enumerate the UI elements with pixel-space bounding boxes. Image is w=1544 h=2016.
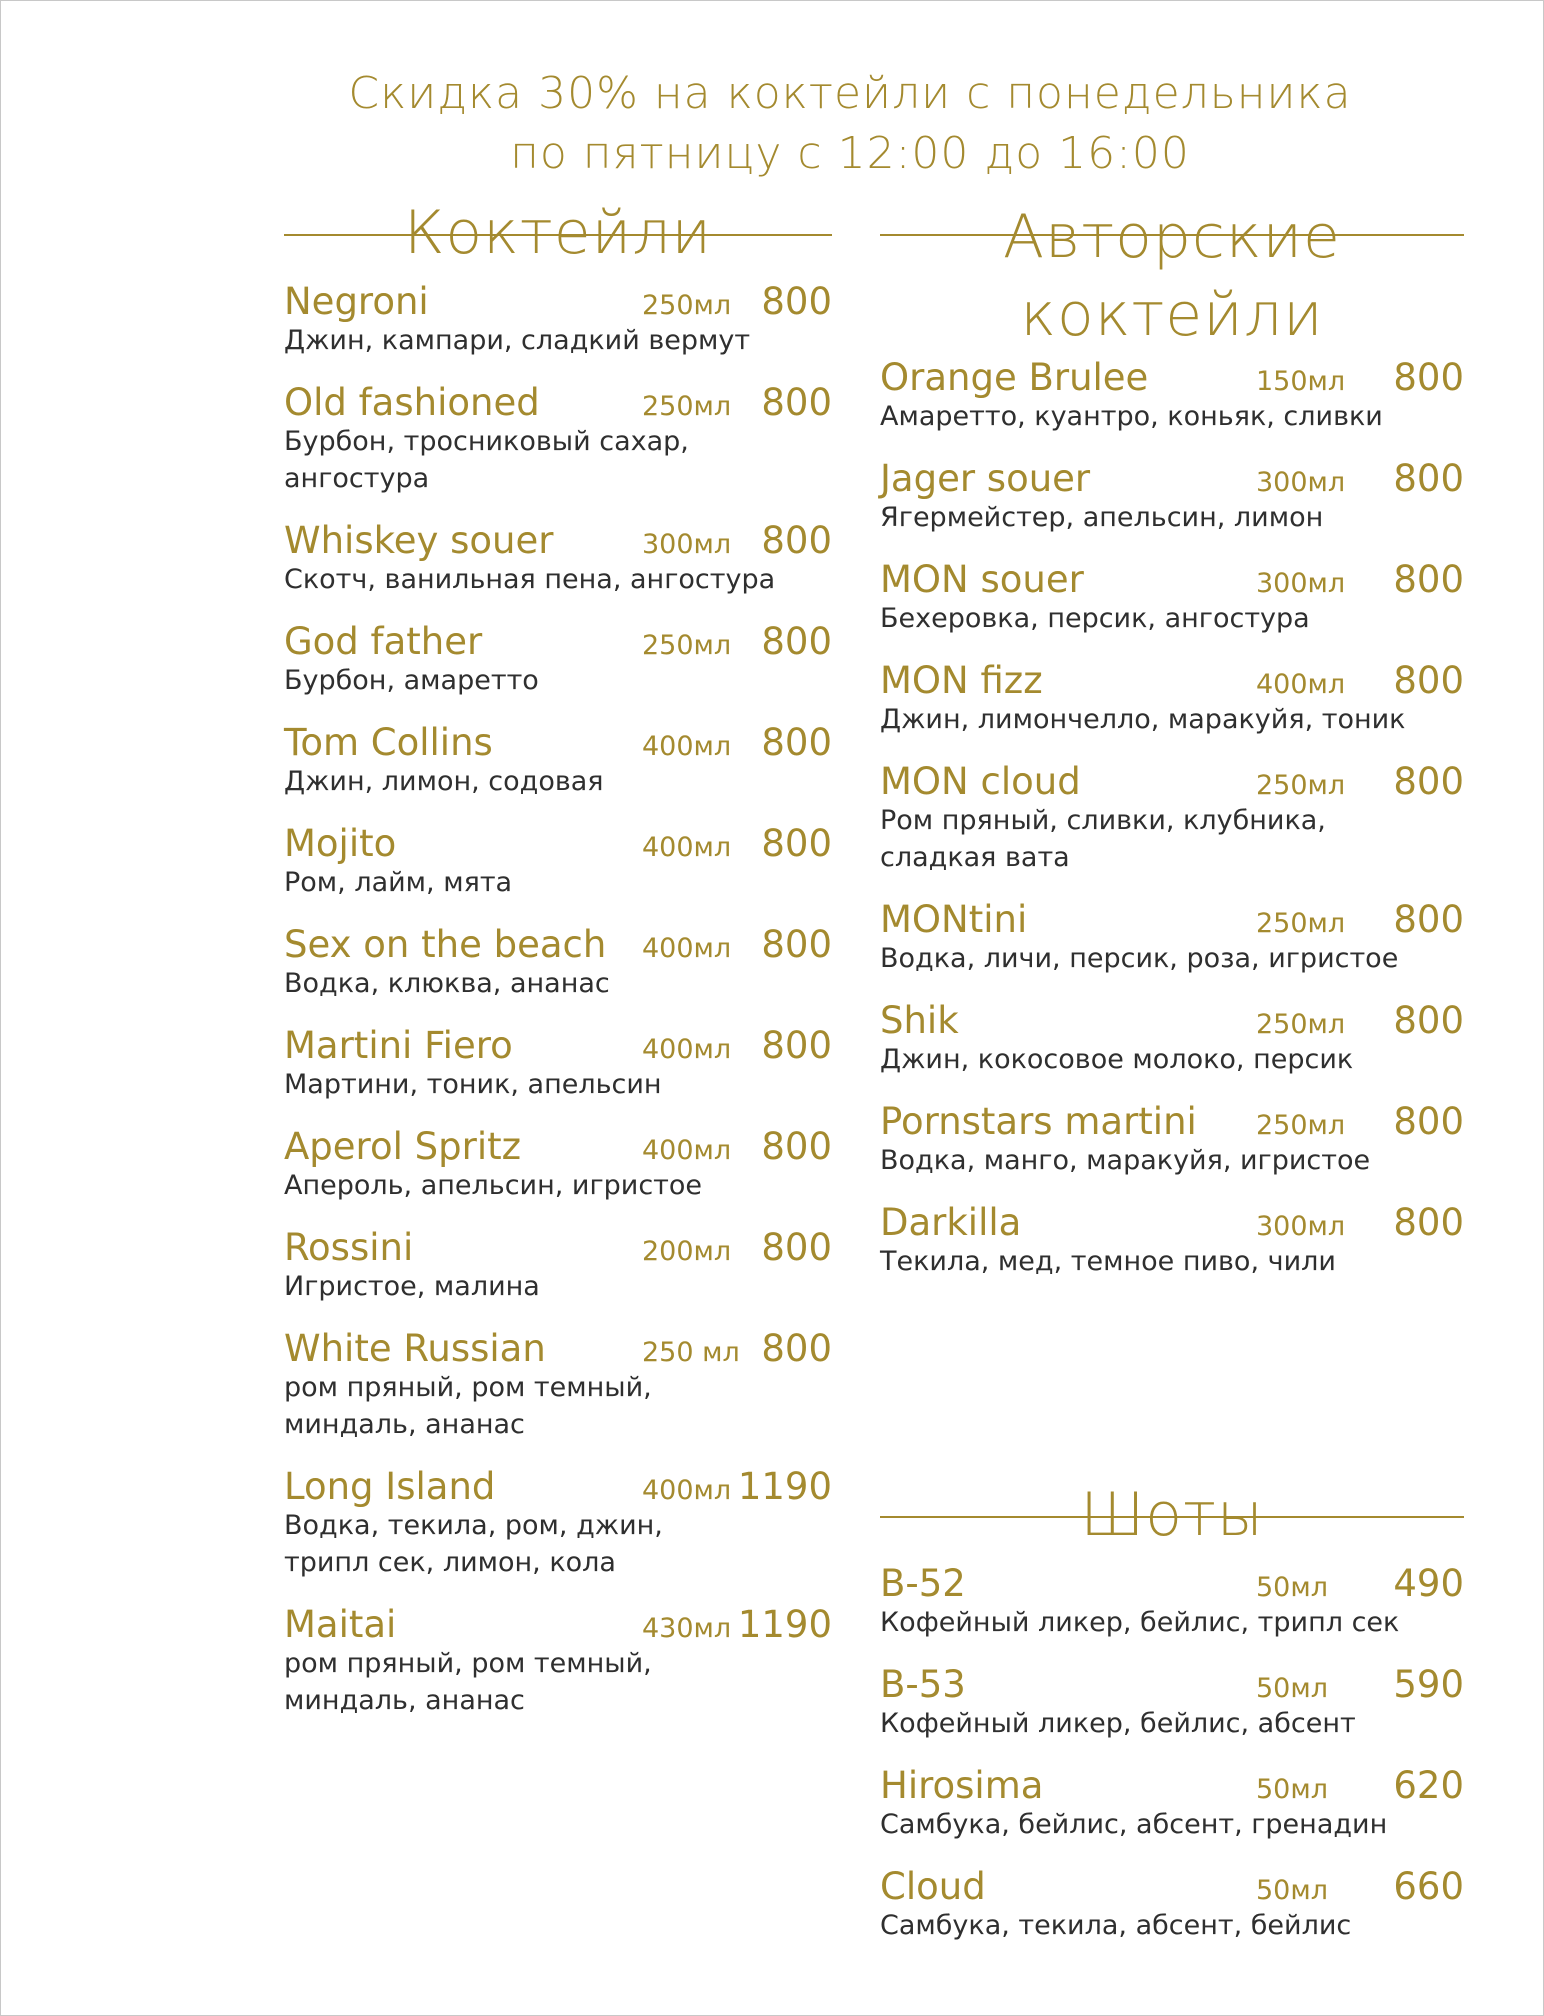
menu-item-volume: 300мл: [1256, 1211, 1346, 1242]
menu-item-price: 800: [761, 381, 832, 424]
menu-item: [284, 721, 832, 800]
menu-item-volume: 50мл: [1256, 1774, 1328, 1805]
menu-item-header: [284, 280, 832, 324]
menu-item-price: 800: [1393, 1100, 1464, 1143]
menu-item-header: [880, 558, 1464, 602]
menu-item-name: B-53: [880, 1663, 966, 1706]
menu-item-volume: 430мл: [642, 1613, 732, 1644]
menu-item-description-line: Джин, лимончелло, маракуйя, тоник: [880, 704, 1406, 735]
menu-item-description-line: Амаретто, куантро, коньяк, сливки: [880, 401, 1383, 432]
menu-item-volume: 50мл: [1256, 1572, 1328, 1603]
menu-item-header: [880, 1663, 1464, 1707]
menu-item-description-line: Бурбон, амаретто: [284, 665, 539, 696]
menu-item-description: [284, 1066, 832, 1103]
menu-item-volume: 400мл: [642, 832, 732, 863]
menu-item-header: [284, 1327, 832, 1371]
menu-item: [284, 1226, 832, 1305]
menu-item-header: [880, 760, 1464, 804]
menu-item: [284, 519, 832, 598]
menu-item: [284, 822, 832, 901]
menu-item-description-line: Бехеровка, персик, ангостура: [880, 603, 1310, 634]
menu-item-description: [880, 1604, 1464, 1641]
menu-item-header: [284, 1226, 832, 1270]
menu-item-name: Long Island: [284, 1465, 496, 1508]
menu-item-description-line: трипл сек, лимон, кола: [284, 1547, 616, 1578]
menu-item-volume: 250мл: [642, 290, 732, 321]
menu-item-volume: 250мл: [1256, 1110, 1346, 1141]
menu-item-header: [880, 1100, 1464, 1144]
menu-item-price: 660: [1393, 1865, 1464, 1908]
menu-item-volume: 300мл: [1256, 568, 1346, 599]
menu-item-name: Mojito: [284, 822, 397, 865]
menu-item-description: [284, 1268, 832, 1305]
menu-item-price: 800: [1393, 457, 1464, 500]
menu-item-description: [880, 1705, 1464, 1742]
signature-title-line-2: коктейли: [1020, 280, 1324, 350]
menu-item-description-line: Апероль, апельсин, игристое: [284, 1170, 703, 1201]
menu-item: [284, 1327, 832, 1443]
menu-item-volume: 250мл: [642, 391, 732, 422]
menu-item-description: [880, 802, 1464, 876]
menu-item-description: [284, 561, 832, 598]
menu-item-description-line: Ром пряный, сливки, клубника,: [880, 805, 1326, 836]
cocktails-section: [284, 198, 832, 1741]
menu-item-price: 800: [1393, 1201, 1464, 1244]
menu-item-description: [284, 423, 832, 497]
menu-item-header: [880, 659, 1464, 703]
menu-item-name: Jager souer: [880, 457, 1091, 500]
menu-item-description: [880, 1907, 1464, 1944]
menu-item: [284, 280, 832, 359]
signature-section: [880, 198, 1464, 1302]
menu-item-name: Sex on the beach: [284, 923, 607, 966]
menu-item-description: [880, 1243, 1464, 1280]
menu-item-volume: 50мл: [1256, 1673, 1328, 1704]
menu-item-price: 800: [761, 721, 832, 764]
menu-item-description: [880, 701, 1464, 738]
menu-item-volume: 400мл: [642, 731, 732, 762]
menu-item-name: Cloud: [880, 1865, 986, 1908]
menu-item-description-line: Кофейный ликер, бейлис, трипл сек: [880, 1607, 1400, 1638]
menu-item-header: [284, 1024, 832, 1068]
menu-item-description: [880, 1806, 1464, 1843]
menu-item: [880, 356, 1464, 435]
cocktails-title: Коктейли: [404, 198, 712, 268]
menu-item-price: 800: [761, 1226, 832, 1269]
menu-item-description-line: Самбука, бейлис, абсент, гренадин: [880, 1809, 1388, 1840]
menu-item: [880, 1201, 1464, 1280]
shots-title: Шоты: [1080, 1480, 1264, 1550]
menu-item-description-line: ром пряный, ром темный,: [284, 1648, 652, 1679]
menu-item-description: [880, 398, 1464, 435]
menu-item-description: [284, 1645, 832, 1719]
menu-item-volume: 250мл: [642, 630, 732, 661]
menu-item-description-line: сладкая вата: [880, 842, 1070, 873]
menu-item-price: 1190: [737, 1465, 832, 1508]
menu-item: [880, 1764, 1464, 1843]
menu-item-volume: 400мл: [642, 933, 732, 964]
menu-item-header: [284, 1465, 832, 1509]
menu-item-header: [284, 381, 832, 425]
cocktails-list: [284, 280, 832, 1719]
menu-item-description: [284, 1369, 832, 1443]
menu-item-description-line: Текила, мед, темное пиво, чили: [880, 1246, 1336, 1277]
menu-item-volume: 400мл: [642, 1034, 732, 1065]
menu-item-name: Hirosima: [880, 1764, 1044, 1807]
menu-item-description-line: Джин, кампари, сладкий вермут: [284, 325, 751, 356]
menu-item-header: [284, 519, 832, 563]
menu-item-description: [284, 1167, 832, 1204]
shots-section: [880, 1480, 1464, 1966]
menu-item-description: [284, 763, 832, 800]
menu-item-volume: 300мл: [642, 529, 732, 560]
menu-item-description: [880, 1142, 1464, 1179]
menu-item-name: Maitai: [284, 1603, 397, 1646]
menu-item-volume: 300мл: [1256, 467, 1346, 498]
menu-item-description-line: Ягермейстер, апельсин, лимон: [880, 502, 1324, 533]
menu-item-description: [880, 1041, 1464, 1078]
menu-item-price: 800: [1393, 356, 1464, 399]
menu-item-price: 800: [1393, 558, 1464, 601]
menu-item-price: 800: [761, 1125, 832, 1168]
menu-item-name: Orange Brulee: [880, 356, 1149, 399]
menu-item-description: [284, 662, 832, 699]
menu-item-price: 800: [761, 923, 832, 966]
menu-item-name: Pornstars martini: [880, 1100, 1197, 1143]
shots-list: [880, 1562, 1464, 1944]
menu-item-price: 590: [1393, 1663, 1464, 1706]
menu-item-description-line: Джин, лимон, содовая: [284, 766, 604, 797]
menu-item-name: Tom Collins: [284, 721, 493, 764]
menu-item-name: Aperol Spritz: [284, 1125, 522, 1168]
menu-item-price: 1190: [737, 1603, 832, 1646]
menu-item: [880, 760, 1464, 876]
menu-item-header: [880, 1562, 1464, 1606]
signature-heading: [880, 198, 1464, 356]
menu-item-description-line: Мартини, тоник, апельсин: [284, 1069, 662, 1100]
menu-item-price: 490: [1393, 1562, 1464, 1605]
menu-item-name: MON fizz: [880, 659, 1043, 702]
menu-item: [880, 457, 1464, 536]
menu-item-name: Old fashioned: [284, 381, 540, 424]
menu-item-volume: 50мл: [1256, 1875, 1328, 1906]
menu-item-description: [284, 1507, 832, 1581]
promo-line-2: по пятницу с 12:00 до 16:00: [510, 128, 1190, 179]
menu-item-header: [880, 1764, 1464, 1808]
menu-item-description-line: ром пряный, ром темный,: [284, 1372, 652, 1403]
menu-item: [284, 381, 832, 497]
menu-item-name: White Russian: [284, 1327, 546, 1370]
menu-item-description-line: Ром, лайм, мята: [284, 867, 513, 898]
menu-item-name: Martini Fiero: [284, 1024, 513, 1067]
menu-item-header: [880, 457, 1464, 501]
menu-item-description-line: Водка, личи, персик, роза, игристое: [880, 943, 1399, 974]
menu-item-price: 800: [761, 822, 832, 865]
menu-item-description: [284, 864, 832, 901]
menu-item: [880, 1663, 1464, 1742]
menu-item-header: [284, 721, 832, 765]
menu-item-name: Rossini: [284, 1226, 414, 1269]
menu-item-volume: 150мл: [1256, 366, 1346, 397]
shots-heading: [880, 1480, 1464, 1562]
menu-item-name: Negroni: [284, 280, 429, 323]
menu-item-header: [880, 356, 1464, 400]
menu-item-description-line: Водка, клюква, ананас: [284, 968, 610, 999]
menu-item-header: [284, 923, 832, 967]
menu-item-volume: 250мл: [1256, 908, 1346, 939]
menu-item-description-line: Самбука, текила, абсент, бейлис: [880, 1910, 1352, 1941]
menu-item: [880, 558, 1464, 637]
signature-list: [880, 356, 1464, 1280]
menu-item-volume: 250 мл: [642, 1337, 740, 1368]
menu-item-volume: 250мл: [1256, 770, 1346, 801]
menu-item-volume: 400мл: [1256, 669, 1346, 700]
menu-item-header: [880, 999, 1464, 1043]
menu-item-name: Shik: [880, 999, 959, 1042]
menu-item-name: MON souer: [880, 558, 1084, 601]
menu-item: [284, 1465, 832, 1581]
menu-item-description: [284, 965, 832, 1002]
menu-item-price: 800: [1393, 898, 1464, 941]
menu-item-description-line: ангостура: [284, 463, 430, 494]
menu-item-price: 800: [761, 1024, 832, 1067]
menu-item-description: [284, 322, 832, 359]
menu-item-volume: 400мл: [642, 1135, 732, 1166]
menu-item-description: [880, 600, 1464, 637]
promo-banner: [240, 64, 1460, 184]
menu-item: [880, 999, 1464, 1078]
menu-item-price: 800: [1393, 999, 1464, 1042]
menu-item-volume: 250мл: [1256, 1009, 1346, 1040]
menu-item-header: [880, 898, 1464, 942]
menu-item-price: 800: [1393, 659, 1464, 702]
menu-item-description-line: миндаль, ананас: [284, 1685, 525, 1716]
menu-item-header: [880, 1201, 1464, 1245]
menu-item: [284, 620, 832, 699]
menu-item-header: [880, 1865, 1464, 1909]
menu-item-price: 800: [761, 1327, 832, 1370]
menu-item-name: Whiskey souer: [284, 519, 554, 562]
menu-item: [284, 1125, 832, 1204]
menu-item-description-line: Скотч, ванильная пена, ангостура: [284, 564, 776, 595]
menu-item-description: [880, 499, 1464, 536]
cocktails-heading: [284, 198, 832, 280]
menu-item: [880, 898, 1464, 977]
menu-item-header: [284, 1603, 832, 1647]
menu-item-description-line: Джин, кокосовое молоко, персик: [880, 1044, 1354, 1075]
menu-item: [880, 1562, 1464, 1641]
menu-item-name: B-52: [880, 1562, 966, 1605]
menu-item-header: [284, 822, 832, 866]
promo-line-1: Скидка 30% на коктейли с понедельника: [348, 68, 1352, 119]
menu-item: [284, 923, 832, 1002]
signature-title-line-1: Авторские: [1003, 202, 1341, 272]
menu-item: [880, 1100, 1464, 1179]
menu-item-description-line: миндаль, ананас: [284, 1409, 525, 1440]
menu-item-price: 800: [1393, 760, 1464, 803]
menu-item-description-line: Игристое, малина: [284, 1271, 540, 1302]
menu-item-name: MON cloud: [880, 760, 1081, 803]
menu-item: [880, 659, 1464, 738]
menu-item-price: 800: [761, 620, 832, 663]
menu-item-price: 800: [761, 280, 832, 323]
menu-item: [284, 1603, 832, 1719]
menu-item-description-line: Водка, текила, ром, джин,: [284, 1510, 663, 1541]
menu-item-name: Darkilla: [880, 1201, 1022, 1244]
menu-item-volume: 200мл: [642, 1236, 732, 1267]
menu-item-volume: 400мл: [642, 1475, 732, 1506]
menu-item-description-line: Кофейный ликер, бейлис, абсент: [880, 1708, 1356, 1739]
menu-item: [880, 1865, 1464, 1944]
menu-item: [284, 1024, 832, 1103]
menu-item-name: MONtini: [880, 898, 1028, 941]
menu-item-name: God father: [284, 620, 483, 663]
menu-item-header: [284, 1125, 832, 1169]
menu-item-header: [284, 620, 832, 664]
menu-item-description-line: Бурбон, тросниковый сахар,: [284, 426, 689, 457]
menu-item-price: 620: [1393, 1764, 1464, 1807]
menu-item-description-line: Водка, манго, маракуйя, игристое: [880, 1145, 1371, 1176]
menu-item-price: 800: [761, 519, 832, 562]
menu-item-description: [880, 940, 1464, 977]
